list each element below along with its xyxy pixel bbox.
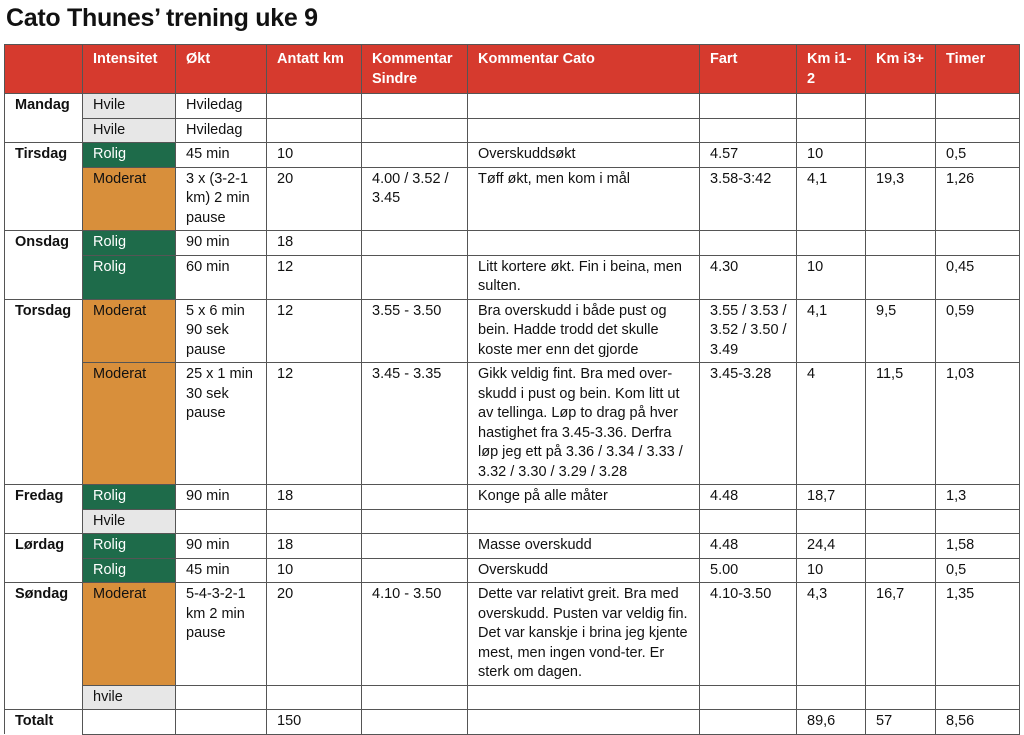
kommentar-sindre-cell xyxy=(362,94,468,119)
km-i3-cell xyxy=(866,534,936,559)
day-cell xyxy=(5,685,83,710)
intensity-cell: Moderat xyxy=(83,583,176,686)
km-i3-cell: 16,7 xyxy=(866,583,936,686)
km-i12-cell: 4,3 xyxy=(797,583,866,686)
fart-cell xyxy=(700,509,797,534)
table-row xyxy=(5,255,1020,299)
kommentar-sindre-cell xyxy=(362,255,468,299)
antatt-km-cell: 18 xyxy=(267,231,362,256)
total-cato-cell xyxy=(468,710,700,735)
day-cell: Tirsdag xyxy=(5,143,83,168)
col-header-timer: Timer xyxy=(936,45,1020,94)
fart-cell: 4.57 xyxy=(700,143,797,168)
total-km: 150 xyxy=(267,710,362,735)
intensity-cell: Hvile xyxy=(83,94,176,119)
kommentar-sindre-cell xyxy=(362,231,468,256)
kommentar-sindre-cell: 3.45 - 3.35 xyxy=(362,363,468,485)
total-km-i12: 89,6 xyxy=(797,710,866,735)
table-row xyxy=(5,299,1020,363)
intensity-cell: Rolig xyxy=(83,534,176,559)
intensity-cell: Hvile xyxy=(83,118,176,143)
kommentar-cato-cell: Overskuddsøkt xyxy=(468,143,700,168)
day-cell: Fredag xyxy=(5,485,83,510)
intensity-cell: Rolig xyxy=(83,255,176,299)
intensity-cell: Moderat xyxy=(83,363,176,485)
okt-cell: 3 x (3-2-1 km) 2 min pause xyxy=(176,167,267,231)
okt-cell: 60 min xyxy=(176,255,267,299)
col-header-km-i3: Km i3+ xyxy=(866,45,936,94)
day-cell xyxy=(5,509,83,534)
total-fart-cell xyxy=(700,710,797,735)
km-i12-cell: 18,7 xyxy=(797,485,866,510)
km-i12-cell: 10 xyxy=(797,558,866,583)
km-i3-cell: 11,5 xyxy=(866,363,936,485)
kommentar-cato-cell: Gikk veldig fint. Bra med over-skudd i pust og bein. Kom litt ut av tellinga. Løp to drag på hver hastighet fra 3.45-3.36. Derfra løp jeg ett på 3.36 / 3.34 / 3.33 / 3.32 / 3.30 / 3.29 / 3.28 xyxy=(468,363,700,485)
km-i3-cell xyxy=(866,685,936,710)
antatt-km-cell xyxy=(267,94,362,119)
antatt-km-cell xyxy=(267,509,362,534)
km-i12-cell xyxy=(797,685,866,710)
intensity-cell: Moderat xyxy=(83,299,176,363)
col-header-km-i12: Km i1-2 xyxy=(797,45,866,94)
timer-cell: 0,5 xyxy=(936,558,1020,583)
timer-cell: 0,45 xyxy=(936,255,1020,299)
km-i12-cell: 10 xyxy=(797,255,866,299)
antatt-km-cell xyxy=(267,685,362,710)
kommentar-cato-cell: Tøff økt, men kom i mål xyxy=(468,167,700,231)
km-i3-cell xyxy=(866,558,936,583)
okt-cell: Hviledag xyxy=(176,118,267,143)
total-timer: 8,56 xyxy=(936,710,1020,735)
timer-cell: 1,03 xyxy=(936,363,1020,485)
timer-cell: 0,59 xyxy=(936,299,1020,363)
table-row xyxy=(5,485,1020,510)
timer-cell xyxy=(936,94,1020,119)
okt-cell: 25 x 1 min 30 sek pause xyxy=(176,363,267,485)
table-row xyxy=(5,118,1020,143)
kommentar-cato-cell: Dette var relativt greit. Bra med overskudd. Pusten var veldig fin. Det var kanskje i brina jeg kjente mest, men ingen vond-ter. Er sterk om dagen. xyxy=(468,583,700,686)
total-row xyxy=(5,710,1020,735)
km-i3-cell xyxy=(866,255,936,299)
fart-cell: 4.48 xyxy=(700,485,797,510)
intensity-cell: Rolig xyxy=(83,143,176,168)
timer-cell: 1,26 xyxy=(936,167,1020,231)
timer-cell: 0,5 xyxy=(936,143,1020,168)
kommentar-cato-cell: Litt kortere økt. Fin i beina, men sulten. xyxy=(468,255,700,299)
fart-cell: 3.55 / 3.53 / 3.52 / 3.50 / 3.49 xyxy=(700,299,797,363)
table-row xyxy=(5,167,1020,231)
total-sindre-cell xyxy=(362,710,468,735)
day-cell: Søndag xyxy=(5,583,83,686)
km-i3-cell xyxy=(866,485,936,510)
table-row xyxy=(5,363,1020,485)
okt-cell xyxy=(176,685,267,710)
timer-cell: 1,35 xyxy=(936,583,1020,686)
col-header-antatt-km: Antatt km xyxy=(267,45,362,94)
km-i3-cell xyxy=(866,509,936,534)
day-cell xyxy=(5,363,83,485)
intensity-cell: hvile xyxy=(83,685,176,710)
timer-cell xyxy=(936,685,1020,710)
antatt-km-cell: 10 xyxy=(267,558,362,583)
timer-cell xyxy=(936,231,1020,256)
total-label: Totalt xyxy=(5,710,83,735)
total-intensity-cell xyxy=(83,710,176,735)
col-header-day xyxy=(5,45,83,94)
header-row xyxy=(5,45,1020,94)
timer-cell: 1,58 xyxy=(936,534,1020,559)
antatt-km-cell: 12 xyxy=(267,363,362,485)
km-i12-cell: 4 xyxy=(797,363,866,485)
km-i12-cell xyxy=(797,509,866,534)
km-i3-cell xyxy=(866,143,936,168)
okt-cell: 45 min xyxy=(176,143,267,168)
fart-cell: 5.00 xyxy=(700,558,797,583)
antatt-km-cell: 20 xyxy=(267,583,362,686)
fart-cell xyxy=(700,685,797,710)
table-row xyxy=(5,685,1020,710)
table-row xyxy=(5,583,1020,686)
kommentar-cato-cell xyxy=(468,509,700,534)
col-header-kommentar-cato: Kommentar Cato xyxy=(468,45,700,94)
antatt-km-cell xyxy=(267,118,362,143)
fart-cell: 3.45-3.28 xyxy=(700,363,797,485)
km-i12-cell: 4,1 xyxy=(797,167,866,231)
kommentar-cato-cell xyxy=(468,685,700,710)
table-row xyxy=(5,143,1020,168)
antatt-km-cell: 18 xyxy=(267,534,362,559)
fart-cell xyxy=(700,231,797,256)
antatt-km-cell: 20 xyxy=(267,167,362,231)
kommentar-sindre-cell xyxy=(362,558,468,583)
kommentar-sindre-cell: 4.10 - 3.50 xyxy=(362,583,468,686)
kommentar-sindre-cell xyxy=(362,685,468,710)
fart-cell: 4.30 xyxy=(700,255,797,299)
km-i12-cell: 10 xyxy=(797,143,866,168)
antatt-km-cell: 18 xyxy=(267,485,362,510)
day-cell: Onsdag xyxy=(5,231,83,256)
timer-cell: 1,3 xyxy=(936,485,1020,510)
okt-cell xyxy=(176,509,267,534)
kommentar-cato-cell: Konge på alle måter xyxy=(468,485,700,510)
day-cell xyxy=(5,558,83,583)
day-cell xyxy=(5,118,83,143)
total-okt-cell xyxy=(176,710,267,735)
km-i3-cell xyxy=(866,94,936,119)
okt-cell: 5 x 6 min 90 sek pause xyxy=(176,299,267,363)
kommentar-sindre-cell: 3.55 - 3.50 xyxy=(362,299,468,363)
training-table xyxy=(4,44,1020,735)
okt-cell: 90 min xyxy=(176,534,267,559)
km-i3-cell: 9,5 xyxy=(866,299,936,363)
timer-cell xyxy=(936,509,1020,534)
kommentar-cato-cell: Overskudd xyxy=(468,558,700,583)
table-row xyxy=(5,94,1020,119)
timer-cell xyxy=(936,118,1020,143)
antatt-km-cell: 12 xyxy=(267,299,362,363)
table-row xyxy=(5,509,1020,534)
col-header-kommentar-sindre: Kommentar Sindre xyxy=(362,45,468,94)
km-i12-cell xyxy=(797,94,866,119)
km-i12-cell: 4,1 xyxy=(797,299,866,363)
km-i12-cell xyxy=(797,231,866,256)
table-row xyxy=(5,558,1020,583)
kommentar-cato-cell xyxy=(468,118,700,143)
col-header-okt: Økt xyxy=(176,45,267,94)
fart-cell: 4.48 xyxy=(700,534,797,559)
km-i3-cell xyxy=(866,118,936,143)
okt-cell: Hviledag xyxy=(176,94,267,119)
okt-cell: 45 min xyxy=(176,558,267,583)
antatt-km-cell: 12 xyxy=(267,255,362,299)
col-header-fart: Fart xyxy=(700,45,797,94)
fart-cell xyxy=(700,94,797,119)
fart-cell xyxy=(700,118,797,143)
total-km-i3: 57 xyxy=(866,710,936,735)
kommentar-cato-cell xyxy=(468,231,700,256)
intensity-cell: Rolig xyxy=(83,558,176,583)
page-title: Cato Thunes’ trening uke 9 xyxy=(6,4,318,32)
intensity-cell: Rolig xyxy=(83,231,176,256)
day-cell xyxy=(5,167,83,231)
table-row xyxy=(5,534,1020,559)
kommentar-cato-cell: Bra overskudd i både pust og bein. Hadde trodd det skulle koste mer enn det gjorde xyxy=(468,299,700,363)
col-header-intensitet: Intensitet xyxy=(83,45,176,94)
antatt-km-cell: 10 xyxy=(267,143,362,168)
intensity-cell: Moderat xyxy=(83,167,176,231)
fart-cell: 4.10-3.50 xyxy=(700,583,797,686)
day-cell: Mandag xyxy=(5,94,83,119)
day-cell: Lørdag xyxy=(5,534,83,559)
kommentar-cato-cell xyxy=(468,94,700,119)
kommentar-sindre-cell xyxy=(362,485,468,510)
day-cell: Torsdag xyxy=(5,299,83,363)
fart-cell: 3.58-3:42 xyxy=(700,167,797,231)
day-cell xyxy=(5,255,83,299)
kommentar-sindre-cell xyxy=(362,534,468,559)
okt-cell: 90 min xyxy=(176,485,267,510)
table-row xyxy=(5,231,1020,256)
km-i3-cell xyxy=(866,231,936,256)
km-i12-cell xyxy=(797,118,866,143)
kommentar-sindre-cell xyxy=(362,118,468,143)
kommentar-cato-cell: Masse overskudd xyxy=(468,534,700,559)
okt-cell: 5-4-3-2-1 km 2 min pause xyxy=(176,583,267,686)
kommentar-sindre-cell xyxy=(362,509,468,534)
kommentar-sindre-cell xyxy=(362,143,468,168)
kommentar-sindre-cell: 4.00 / 3.52 / 3.45 xyxy=(362,167,468,231)
km-i3-cell: 19,3 xyxy=(866,167,936,231)
intensity-cell: Rolig xyxy=(83,485,176,510)
intensity-cell: Hvile xyxy=(83,509,176,534)
km-i12-cell: 24,4 xyxy=(797,534,866,559)
okt-cell: 90 min xyxy=(176,231,267,256)
